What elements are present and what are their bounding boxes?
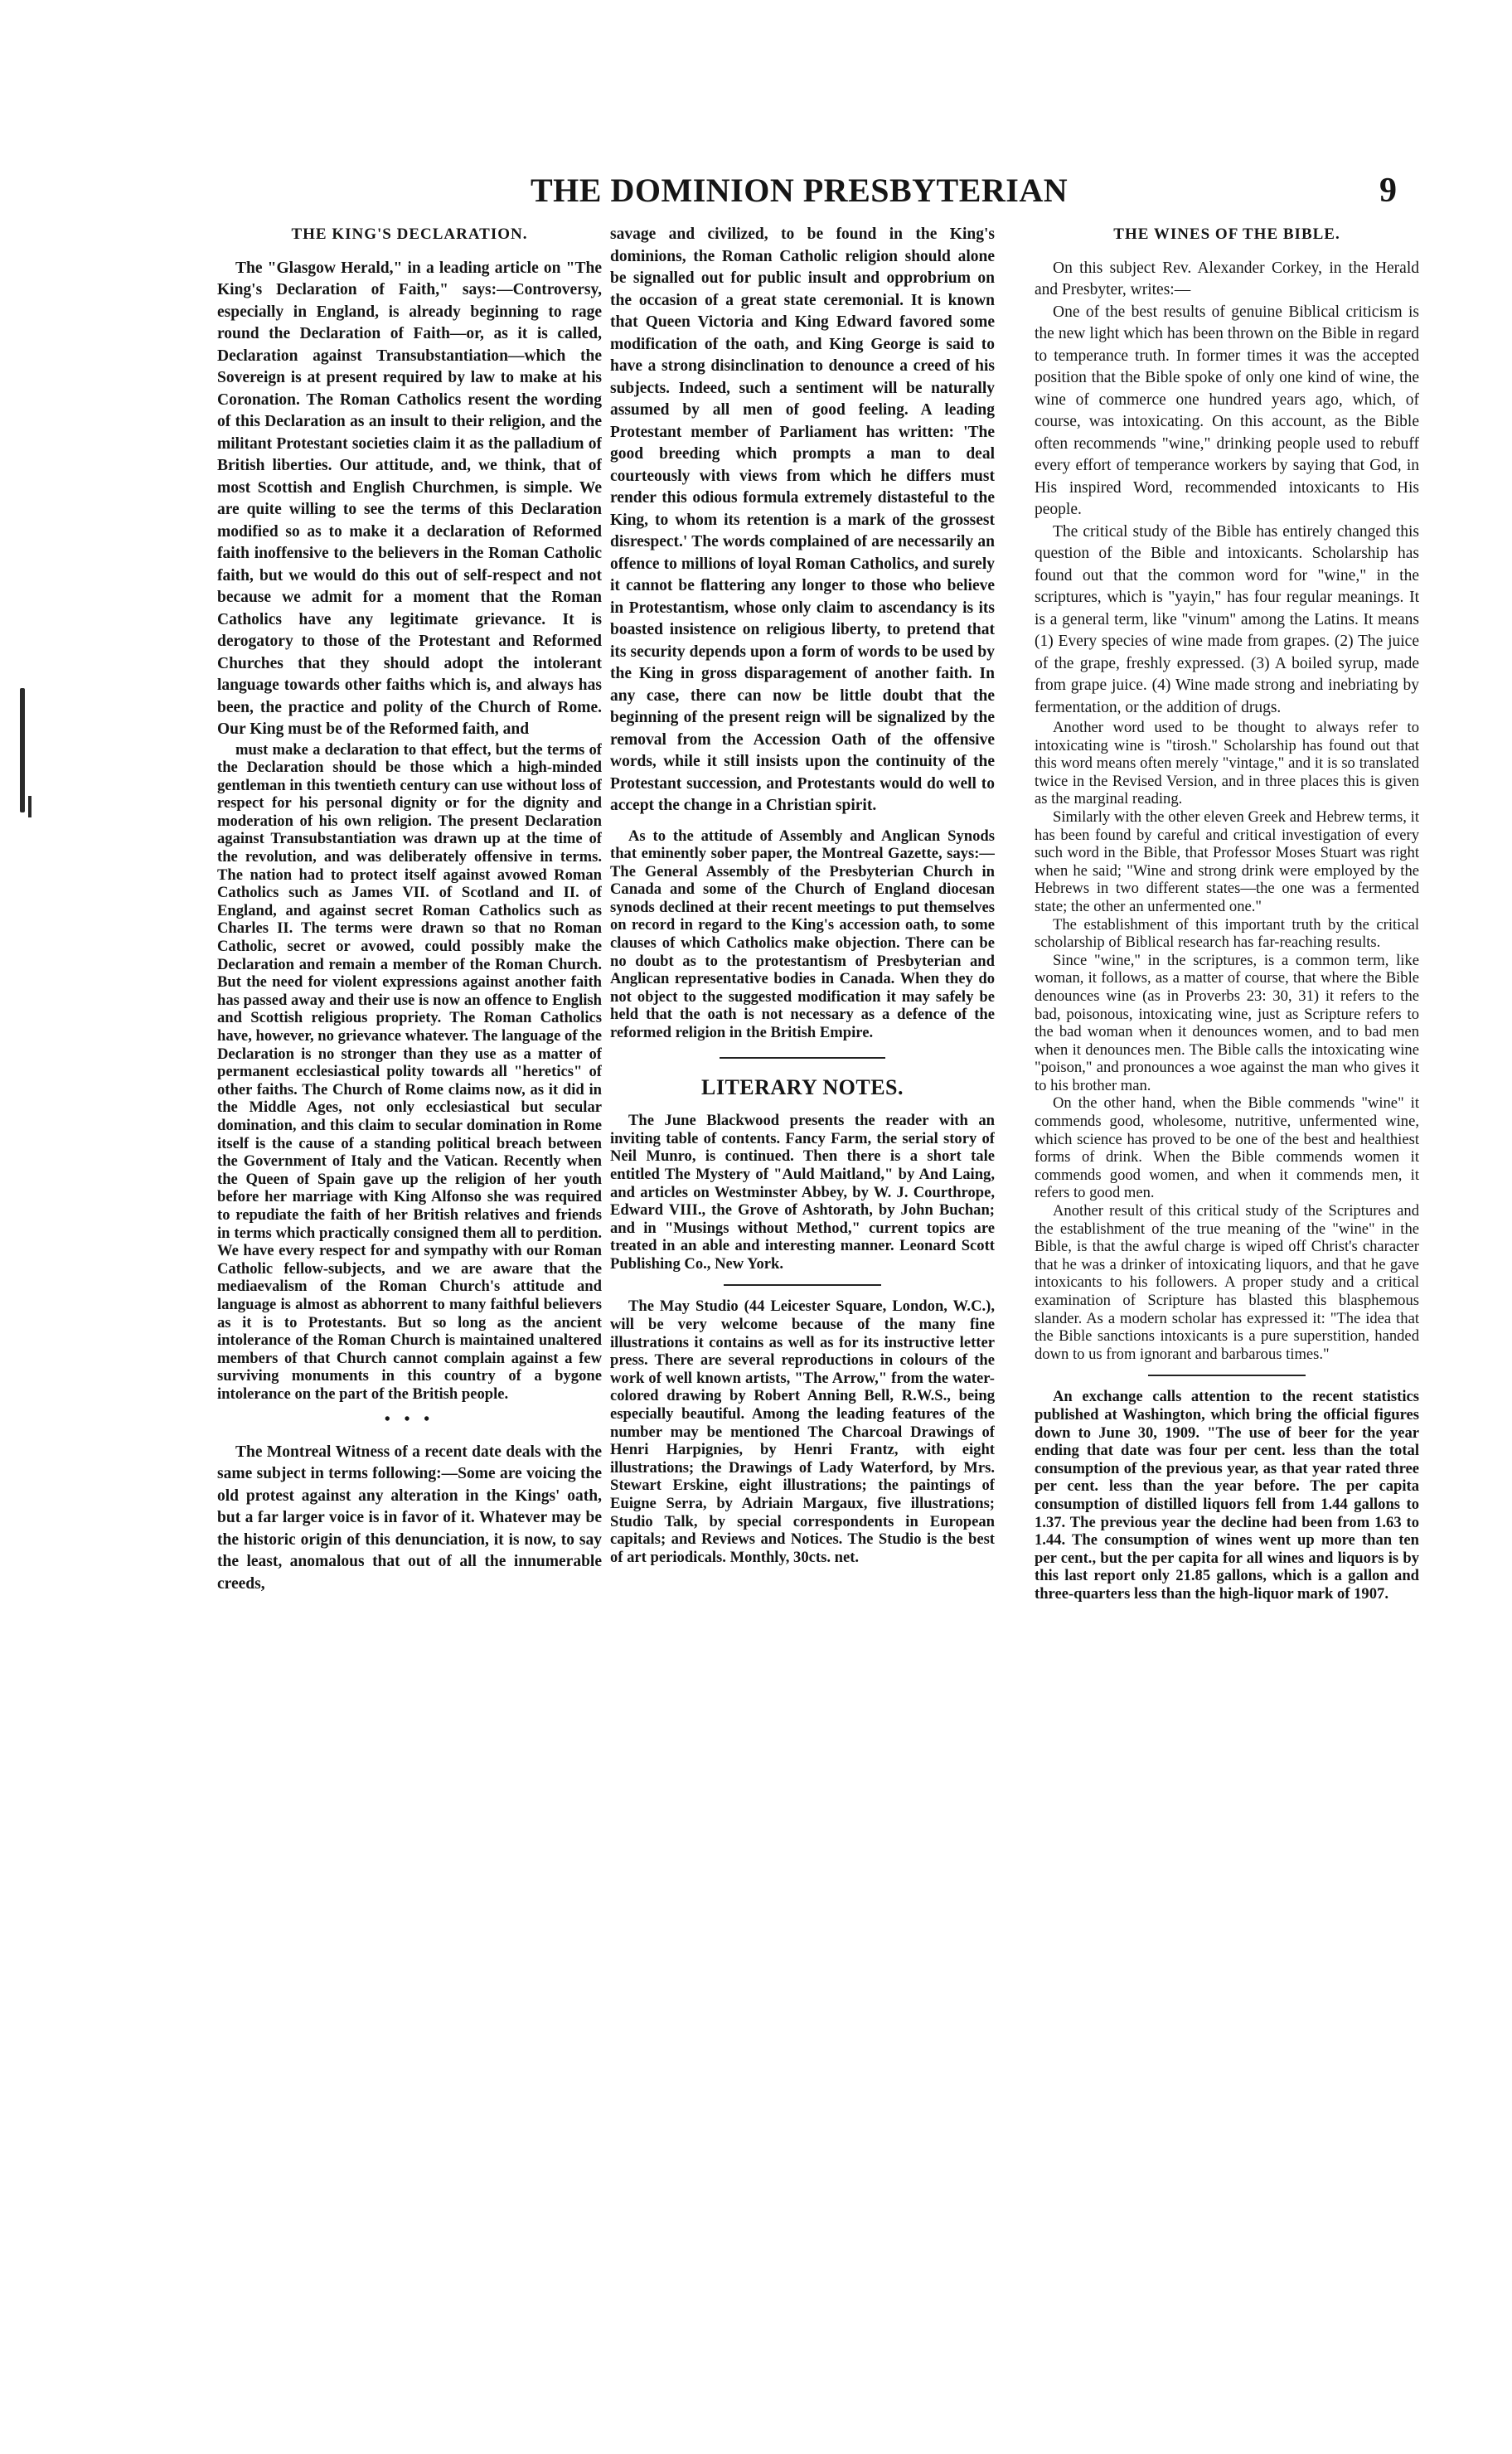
section-separator-dots: • • • — [384, 1411, 435, 1429]
page-number: 9 — [1379, 172, 1397, 210]
article-heading-wines-of-bible: THE WINES OF THE BIBLE. — [1113, 226, 1340, 243]
article-heading-kings-declaration: THE KING'S DECLARATION. — [291, 226, 528, 243]
article-paragraph: An exchange calls attention to the recent statistics published at Washington, which bring the official figures down to June 30, 1909. "The use of beer for the year ending that date was four per cent. less than the total consumption of the previous year, as that year rated three per cent. less than the year before. The per capita consumption of distilled liquors fell from 1.44 gallons to 1.37. The previous year the decline had been from 1.63 to 1.44. The consumption of wines went up more than ten per cent., but the per capita for all wines and liquors is by this last report only 21.85 gallons, which is a gallon and three-quarters less than the high-liquor mark of 1907. — [1035, 1388, 1419, 1603]
article-paragraph: One of the best results of genuine Biblical criticism is the new light which has been thrown on the Bible in regard to temperance truth. In former times it was the accepted position that the Bible spoke of only one kind of wine, the wine of commerce one hundred years ago, which, of course, was intoxicating. On this account, as the Bible often recommends "wine," drinking people used to rebuff every effort of temperance workers by saying that God, in His inspired Word, recommended intoxicants to His people. — [1035, 303, 1419, 518]
article-paragraph: The Montreal Witness of a recent date deals with the same subject in terms following:—Some are voicing the old protest against any alteration in the Kings' oath, but a far larger voice is in favor of it. Whatever may be the historic origin of this denunciation, it is now, to say the least, anomalous that out of all the innumerable creeds, — [217, 1443, 602, 1593]
article-paragraph: The "Glasgow Herald," in a leading article on "The King's Declaration of Faith," says:—Controversy, especially in England, is already beginning to rage round the Declaration of Faith—or, as it is called, Declaration against Transubstantiation—which the Sovereign is at present required by law to make at his Coronation. The Roman Catholics resent the wording of this Declaration as an insult to their religion, and the militant Protestant societies claim it as the palladium of British liberties. Our attitude, and, we think, that of most Scottish and English Churchmen, is simple. We are quite willing to see the terms of this Declaration modified so as to make it a declaration of Reformed faith inoffensive to the believers in the Roman Catholic faith, but we would do this out of self-respect and not because we admit for a moment that the Roman Catholics have any legitimate grievance. It is derogatory to those of the Protestant and Reformed Churches that they should adopt the intolerant language towards other faiths which is, and always has been, the practice and polity of the Church of Rome. Our King must be of the Reformed faith, and — [217, 259, 602, 738]
column-left — [217, 224, 602, 2313]
article-paragraph: The June Blackwood presents the reader with an inviting table of contents. Fancy Farm, the serial story of Neil Munro, is continued. Then there is a short tale entitled The Mystery of "Auld Maitland," by And Laing, and articles on Westminster Abbey, by W. J. Courthrope, Edward VIII., the Grove of Ashtorath, by John Buchan; and in "Musings without Method," current topics are treated in an able and interesting manner. Leonard Scott Publishing Co., New York. — [610, 1112, 995, 1273]
section-rule — [724, 1284, 881, 1286]
column-right — [1035, 224, 1419, 2313]
column-middle — [610, 224, 995, 2313]
article-paragraph: Similarly with the other eleven Greek and Hebrew terms, it has been found by careful and critical investigation of every such word in the Bible, that Professor Moses Stuart was right when he said; "Wine and strong drink were employed by the Hebrews in two different states—the one was a fermented state; the other an unfermented one." — [1035, 807, 1419, 915]
article-paragraph: Another result of this critical study of the Scriptures and the establishment of the true meaning of the "wine" in the Bible, is that the awful charge is wiped off Christ's character that he was a drinker of intoxicating liquors, and that he gave intoxicants to his followers. A proper study and a critical examination of Scripture has blasted this blasphemous slander. As a modern scholar has expressed it: "The idea that the Bible sanctions intoxicants is a pure superstition, handed down to us from ignorant and barbarous times." — [1035, 1202, 1419, 1363]
article-paragraph: On the other hand, when the Bible commends "wine" it commends good, wholesome, nutritive, unfermented wine, which science has proved to be one of the best and healthiest forms of drink. When the Bible commends women it commends good women, and when it commends men, it refers to good men. — [1035, 1094, 1419, 1202]
article-paragraph: The establishment of this important truth by the critical scholarship of Biblical research has far-reaching results. — [1035, 915, 1419, 952]
article-paragraph: Since "wine," in the scriptures, is a common term, like woman, it follows, as a matter of course, that where the Bible denounces wine (as in Proverbs 23: 30, 31) it refers to the bad, poisonous, intoxicating wine, just as Scripture refers to the bad woman when it denounces women, and to bad men when it denounces men. The Bible calls the intoxicating wine "poison," and pronounces a woe against the man who gives it to his brother man. — [1035, 951, 1419, 1094]
article-paragraph: As to the attitude of Assembly and Anglican Synods that eminently sober paper, the Montreal Gazette, says:—The General Assembly of the Presbyterian Church in Canada and some of the Church of England diocesan synods declined at their recent meetings to put themselves on record in regard to the King's accession oath, to some clauses of which Catholics make objection. There can be no doubt as to the protestantism of Presbyterian and Anglican representative bodies in Canada. When they do not object to the suggested modification it may safely be held that the oath is not necessary as a defence of the reformed religion in the British Empire. — [610, 827, 995, 1042]
scan-margin-mark — [20, 688, 25, 812]
article-heading-literary-notes: LITERARY NOTES. — [700, 1074, 904, 1099]
scan-margin-mark-small — [28, 796, 32, 817]
section-rule — [720, 1057, 885, 1059]
article-paragraph: savage and civilized, to be found in the King's dominions, the Roman Catholic religion should alone be signalled out for public insult and opprobrium on the occasion of a great state ceremonial. It is known that Queen Victoria and King Edward favored some modification of the oath, and King George is said to have a strong disinclination to denounce a creed of his subjects. Indeed, such a sentiment will be naturally assumed by all men of good feeling. A leading Protestant member of Parliament has written: 'The good breeding which prompts a man to deal courteously with views from which he differs must render this odious formula extremely distasteful to the King, to whom its retention is a mark of the grossest disrespect.' The words complained of are necessarily an offence to millions of loyal Roman Catholics, and surely it cannot be flattering any longer to those who believe in Protestantism, whose only claim to ascendancy is its boasted insistence on religious liberty, to pretend that its security depends upon a form of words to be used by the King in gross disparagement of another faith. In any case, there can now be little doubt that the beginning of the present reign will be signalized by the removal from the Accession Oath of the offensive words, while it still insists upon the continuity of the Protestant succession, and Protestants would do well to accept the change in a Christian spirit. — [610, 226, 995, 814]
article-paragraph: The May Studio (44 Leicester Square, London, W.C.), will be very welcome because of the many fine illustrations it contains as well as for its instructive letter press. There are several reproductions in colours of the work of well known artists, "The Arrow," from the water-colored drawing by Robert Anning Bell, R.W.S., being especially beautiful. Among the leading features of the number may be mentioned The Charcoal Drawings of Henri Harpignies, by Henri Frantz, with eight illustrations; the Drawings of Lady Waterford, by Mrs. Stewart Erskine, eight illustrations; the paintings of Euigne Serra, by Adriain Margaux, five illustrations; Studio Talk, by special correspondents in European capitals; and Reviews and Notices. The Studio is the best of art periodicals. Monthly, 30cts. net. — [610, 1297, 995, 1566]
article-paragraph: must make a declaration to that effect, but the terms of the Declaration should be those which a high-minded gentleman in this twentieth century can use without loss of respect for his personal dignity or for the dignity and moderation of his own religion. The present Declaration against Transubstantiation was drawn up at the time of the revolution, and was deliberately offensive in terms. The nation had to protect itself against avowed Roman Catholics such as James VII. of Scotland and II. of England, and against secret Roman Catholics such as Charles II. The terms were drawn so that no Roman Catholic, secret or avowed, could possibly make the Declaration and remain a member of the Roman Church. But the need for violent expressions against another faith has passed away and their use is now an offence to English and Scottish religious propriety. The Roman Catholics have, however, no grievance whatever. The language of the Declaration is no stronger than they use as a matter of permanent ecclesiastical polity towards all "heretics" of other faiths. The Church of Rome claims now, as it did in the Middle Ages, not only ecclesiastical but secular domination, and this claim to secular domination in Rome itself is the cause of a standing political breach between the Government of Italy and the Vatican. Recently when the Queen of Spain gave up the religion of her youth before her marriage with King Alfonso she was required to repudiate the faith of her British relatives and friends in terms which practically consigned them all to perdition. We have every respect for and sympathy with our Roman Catholic fellow-subjects, and we are aware that the mediaevalism of the Roman Church's attitude and language is almost as abhorrent to many faithful believers as it is to Protestants. But so long as the ancient intolerance of the Roman Church is maintained unaltered members of that Church cannot complain against a few surviving monuments in this country of a bygone intolerance on the part of the British people. — [217, 740, 602, 1403]
section-rule — [1148, 1375, 1306, 1376]
article-paragraph: On this subject Rev. Alexander Corkey, in the Herald and Presbyter, writes:— — [1035, 259, 1419, 298]
article-paragraph: Another word used to be thought to always refer to intoxicating wine is "tirosh." Scholarship has found out that this word means often merely "vintage," and it is so translated twice in the Revised Version, and in three places this is given as the marginal reading. — [1035, 719, 1419, 808]
masthead-title: THE DOMINION PRESBYTERIAN — [531, 172, 1069, 209]
article-paragraph: The critical study of the Bible has entirely changed this question of the Bible and intoxicants. Scholarship has found out that the common word for "wine," in the scriptures, which is "yayin," has four regular meanings. It is a general term, like "vinum" among the Latins. It means (1) Every species of wine made from grapes. (2) The juice of the grape, freshly expressed. (3) A boiled syrup, made from grape juice. (4) Wine made strong and inebriating by fermentation, or the addition of drugs. — [1035, 522, 1419, 716]
